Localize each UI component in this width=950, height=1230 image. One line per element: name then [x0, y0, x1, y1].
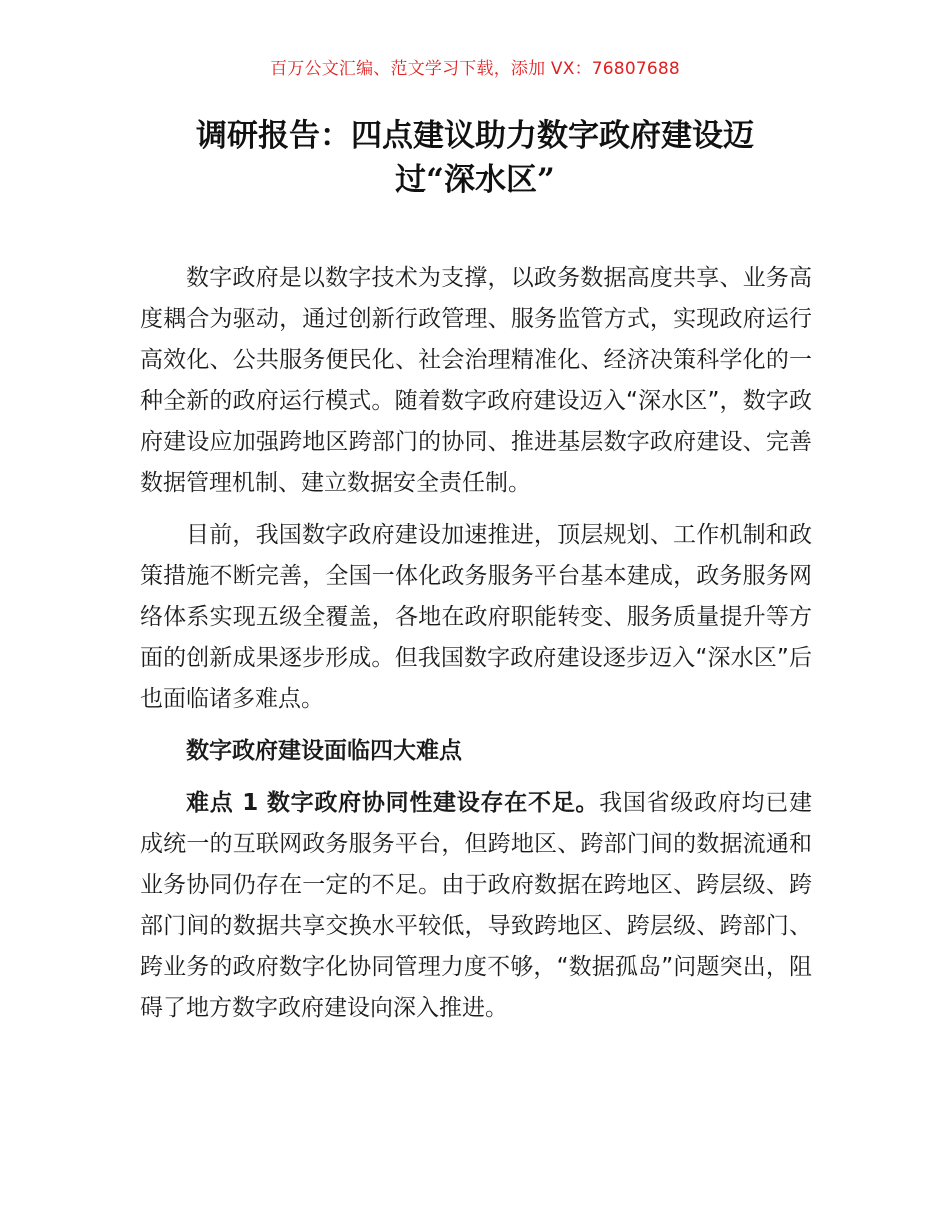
document-title — [140, 114, 810, 202]
point-1-label: 难点 1 数字政府协同性建设存在不足。 — [186, 790, 600, 816]
paragraph-intro: 数字政府是以数字技术为支撑，以政务数据高度共享、业务高度耦合为驱动，通过创新行政管理、服务监管方式，实现政府运行高效化、公共服务便民化、社会治理精准化、经济决策科学化的一种全新的政府运行模式。随着数字政府建设迈入“深水区”，数字政府建设应加强跨地区跨部门的协同、推进基层数字政府建设、完善数据管理机制、建立数据安全责任制。 — [140, 265, 812, 496]
title-line-2: 过“深水区” — [395, 162, 555, 198]
document-body — [140, 258, 812, 1040]
section-heading: 数字政府建设面临四大难点 — [186, 738, 462, 764]
paragraph-point-1 — [140, 783, 812, 1029]
paragraph-status: 目前，我国数字政府建设加速推进，顶层规划、工作机制和政策措施不断完善，全国一体化政务服务平台基本建成，政务服务网络体系实现五级全覆盖，各地在政府职能转变、服务质量提升等方面的创新成果逐步形成。但我国数字政府建设逐步迈入“深水区”后也面临诸多难点。 — [140, 522, 812, 712]
title-line-1: 调研报告：四点建议助力数字政府建设迈 — [196, 118, 754, 154]
download-notice: 百万公文汇编、范文学习下载，添加 VX：76807688 — [270, 59, 680, 79]
point-1-text: 我国省级政府均已建成统一的互联网政务服务平台，但跨地区、跨部门间的数据流通和业务协同仍存在一定的不足。由于政府数据在跨地区、跨层级、跨部门间的数据共享交换水平较低，导致跨地区、跨层级、跨部门、跨业务的政府数字化协同管理力度不够，“数据孤岛”问题突出，阻碍了地方数字政府建设向深入推进。 — [140, 790, 812, 1021]
